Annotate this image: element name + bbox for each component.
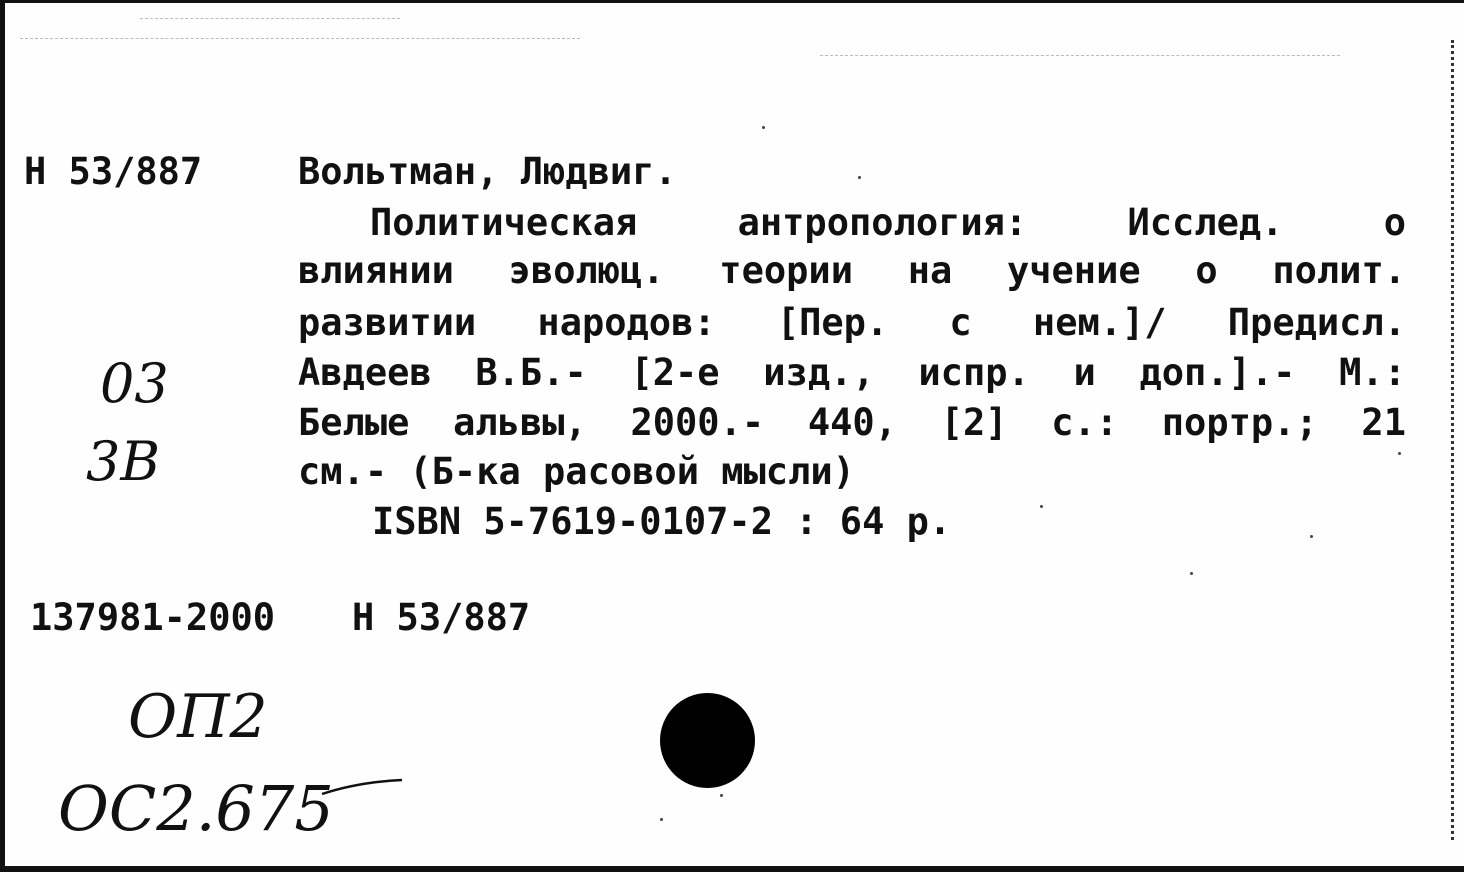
isbn-price: ISBN 5-7619-0107-2 : 64 р. — [372, 500, 952, 543]
handwritten-code-op2: ОП2 — [128, 682, 268, 752]
speck — [720, 794, 723, 797]
faint-line — [20, 38, 580, 40]
faint-line — [820, 55, 1340, 57]
speck — [1398, 452, 1401, 455]
speck — [660, 818, 663, 821]
description-line-2: влиянии эволюц. теории на учение о полит. — [298, 249, 1406, 292]
card-left-edge — [0, 0, 5, 872]
author-heading: Вольтман, Людвиг. — [298, 150, 677, 193]
speck — [858, 176, 861, 179]
inventory-shelfmark: Н 53/887 — [352, 596, 531, 639]
speck — [1040, 505, 1043, 508]
description-line-4: Авдеев В.Б.- [2-е изд., испр. и доп.].- М.: — [298, 351, 1406, 394]
faint-line — [140, 18, 400, 20]
speck — [762, 126, 765, 129]
punch-hole — [660, 693, 755, 788]
description-line-6: см.- (Б-ка расовой мысли) — [298, 450, 855, 493]
card-bottom-edge — [0, 866, 1464, 872]
card-right-edge — [1448, 40, 1454, 840]
description-line-1: Политическая антропология: Исслед. о — [370, 201, 1406, 244]
shelfmark: Н 53/887 — [24, 150, 203, 193]
handwritten-code-os2-675: ОС2.675 — [58, 772, 334, 845]
speck — [1190, 572, 1193, 575]
handwritten-stroke — [318, 772, 408, 802]
inventory-number: 137981-2000 — [30, 596, 276, 639]
card-top-edge — [0, 0, 1464, 3]
speck — [1310, 535, 1313, 538]
handwritten-code-03: 03 — [100, 352, 169, 415]
handwritten-code-3b: 3В — [86, 430, 161, 493]
description-line-3: развитии народов: [Пер. с нем.]/ Предисл. — [298, 301, 1406, 344]
description-line-5: Белые альвы, 2000.- 440, [2] с.: портр.; 21 — [298, 401, 1406, 444]
